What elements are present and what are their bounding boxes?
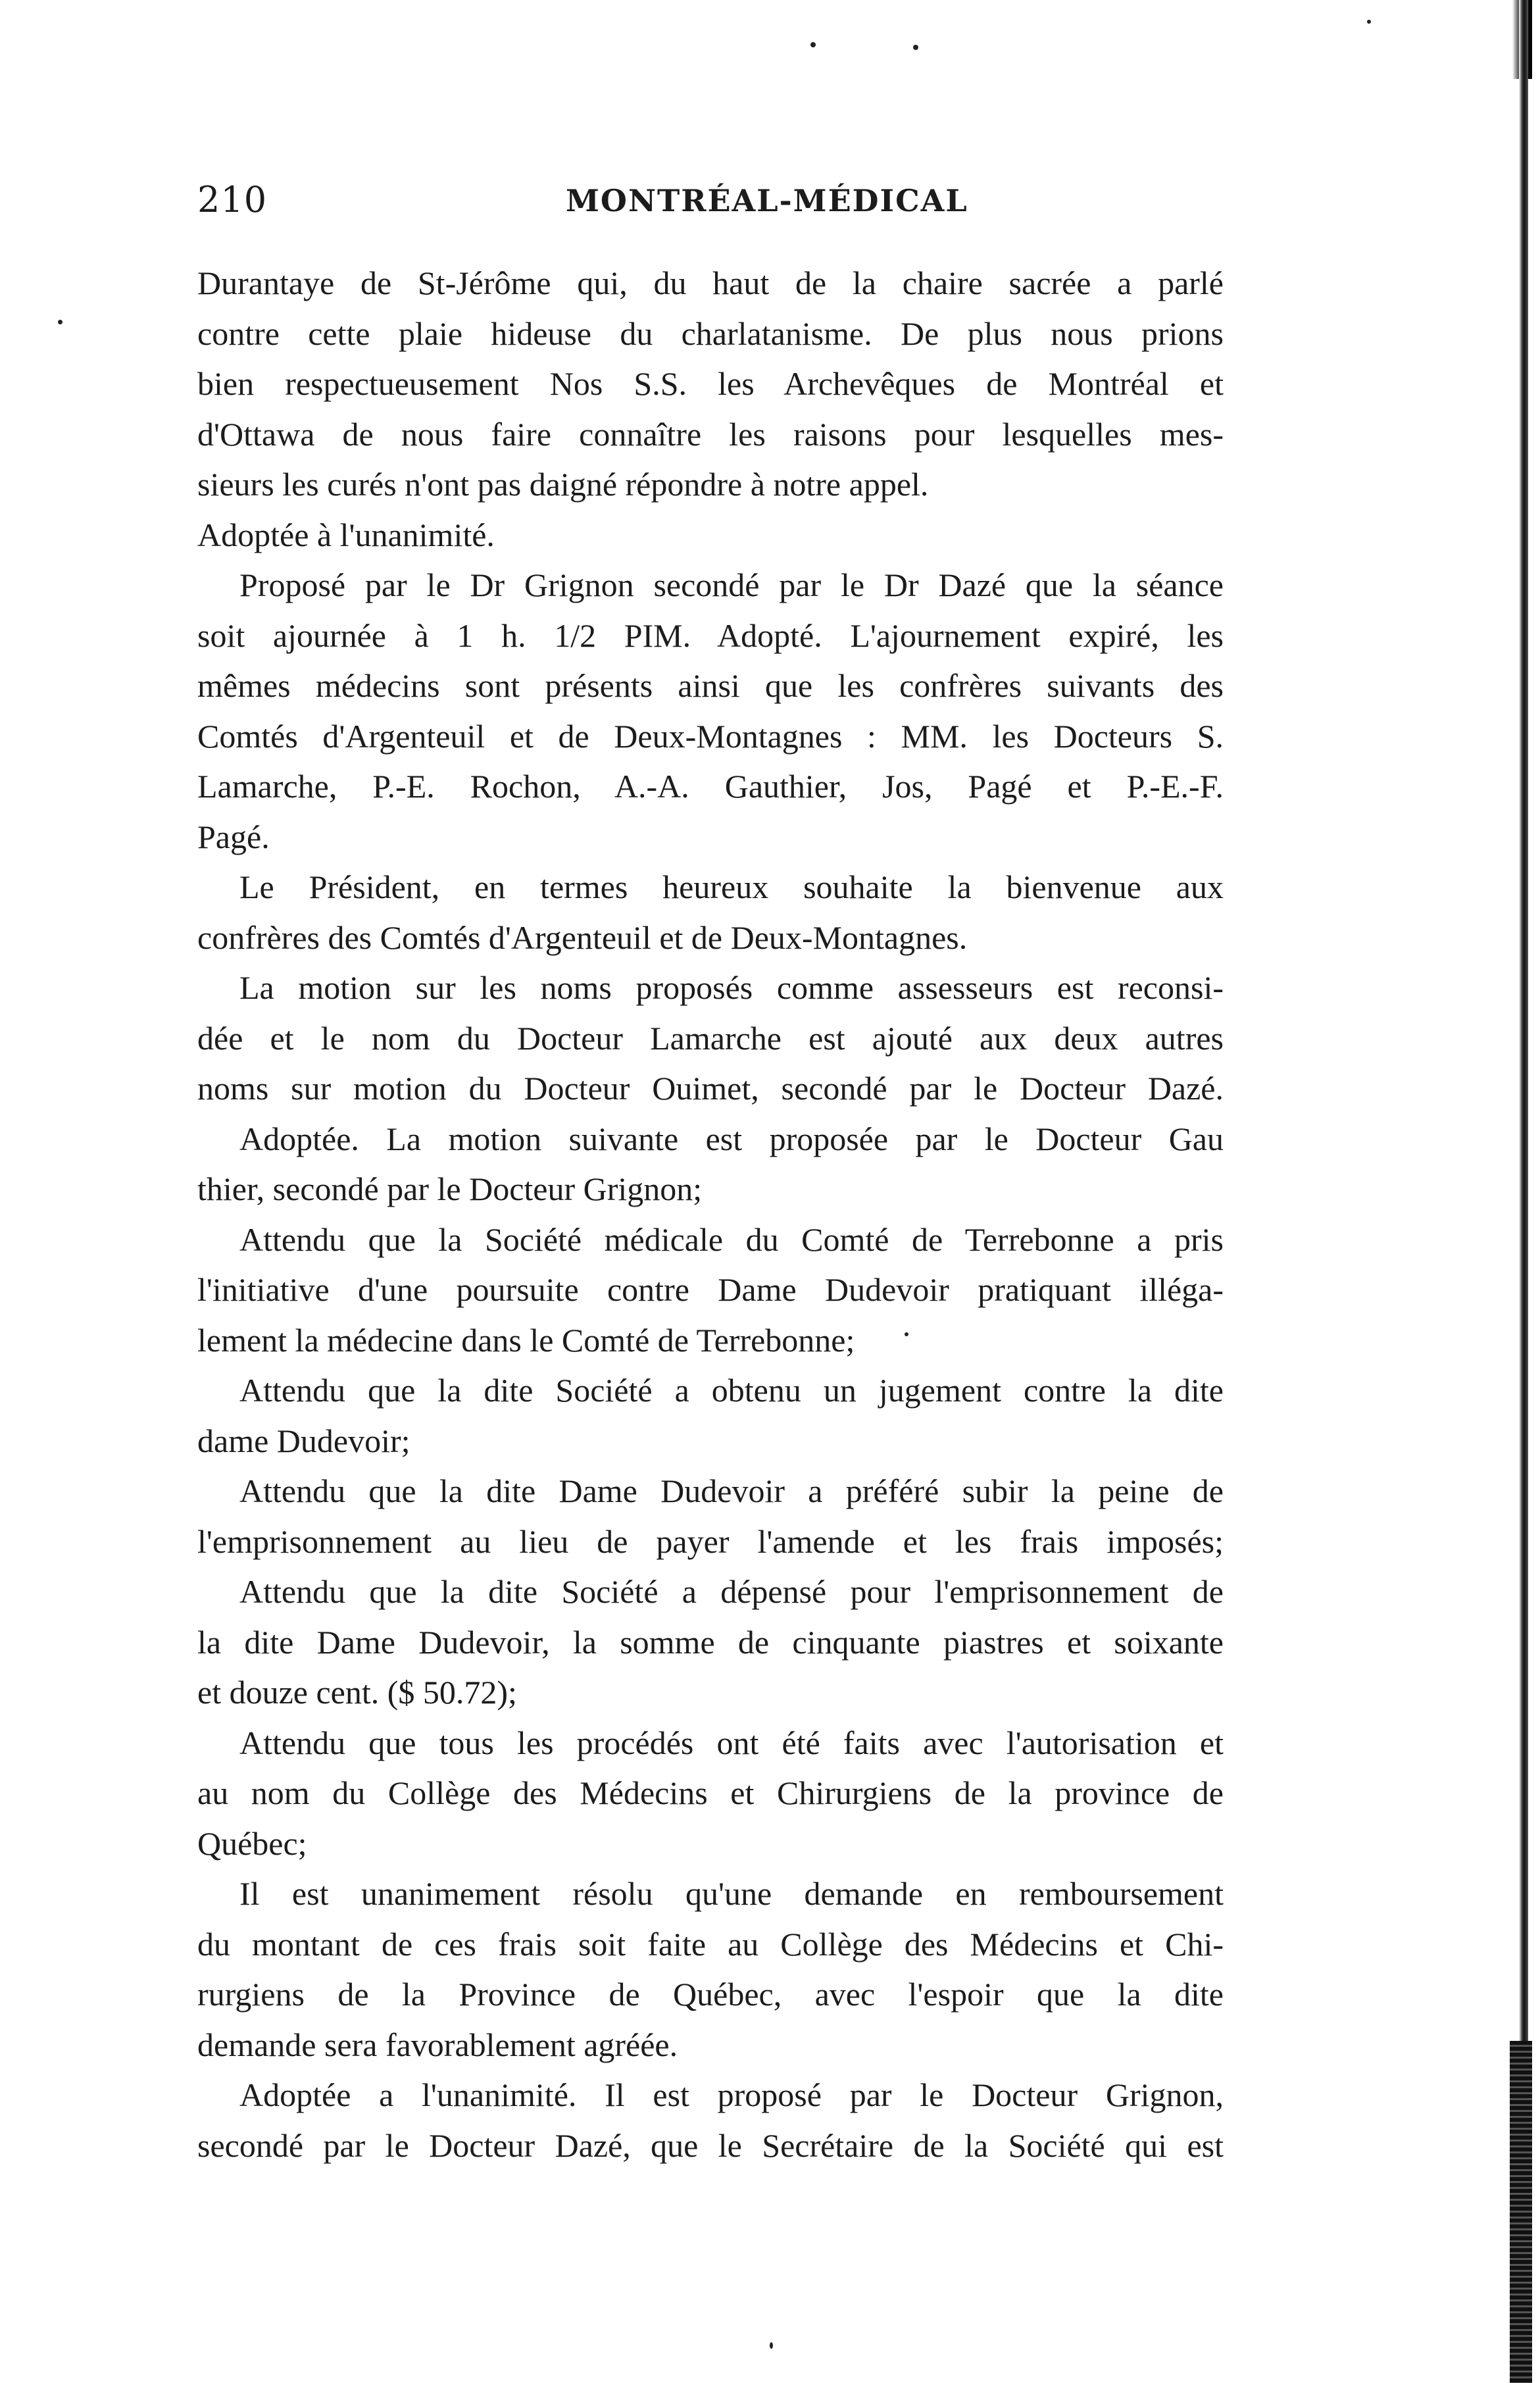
body-text bbox=[197, 258, 1224, 2170]
text-line: Adoptée. La motion suivante est proposée par le Docteur Gau bbox=[239, 1120, 1224, 1157]
text-line: dame Dudevoir; bbox=[197, 1422, 410, 1459]
page-number: 210 bbox=[197, 179, 268, 220]
text-line: et douze cent. ($ 50.72); bbox=[197, 1674, 517, 1711]
text-line: Adoptée à l'unanimité. bbox=[197, 516, 495, 553]
text-line: Durantaye de St-Jérôme qui, du haut de la chaire sacrée a parlé bbox=[197, 264, 1224, 301]
text-line: Lamarche, P.-E. Rochon, A.-A. Gauthier, Jos, Pagé et P.-E.-F. bbox=[197, 768, 1224, 805]
scan-speck bbox=[913, 45, 918, 50]
text-line: mêmes médecins sont présents ainsi que les confrères suivants des bbox=[197, 667, 1224, 704]
text-line: Attendu que la Société médicale du Comté de Terrebonne a pris bbox=[239, 1220, 1224, 1258]
text-line: contre cette plaie hideuse du charlatanisme. De plus nous prions bbox=[197, 314, 1224, 352]
scan-speck bbox=[1367, 20, 1371, 24]
text-line: au nom du Collège des Médecins et Chirurgiens de la province de bbox=[197, 1774, 1224, 1811]
text-line: Comtés d'Argenteuil et de Deux-Montagnes : MM. les Docteurs S. bbox=[197, 717, 1224, 755]
scan-speck bbox=[770, 2342, 773, 2349]
scan-speck bbox=[58, 320, 62, 324]
text-line: Québec; bbox=[197, 1824, 307, 1862]
text-line: l'initiative d'une poursuite contre Dame Dudevoir pratiquant illéga- bbox=[197, 1271, 1224, 1308]
text-line: thier, secondé par le Docteur Grignon; bbox=[197, 1170, 703, 1207]
text-line: rurgiens de la Province de Québec, avec l'espoir que la dite bbox=[197, 1976, 1224, 2013]
text-line: d'Ottawa de nous faire connaître les raisons pour lesquelles mes- bbox=[197, 415, 1224, 453]
text-line: du montant de ces frais soit faite au Collège des Médecins et Chi- bbox=[197, 1925, 1224, 1963]
text-line: l'emprisonnement au lieu de payer l'amende et les frais imposés; bbox=[197, 1522, 1224, 1560]
text-line: dée et le nom du Docteur Lamarche est ajouté aux deux autres bbox=[197, 1019, 1224, 1057]
text-line: soit ajournée à 1 h. 1/2 PIM. Adopté. L'ajournement expiré, les bbox=[197, 616, 1224, 654]
text-line: Adoptée a l'unanimité. Il est proposé par le Docteur Grignon, bbox=[239, 2076, 1224, 2113]
scan-speck bbox=[810, 42, 816, 47]
page-header bbox=[197, 179, 1224, 225]
text-line: secondé par le Docteur Dazé, que le Secrétaire de la Société qui est bbox=[197, 2126, 1224, 2164]
text-line: noms sur motion du Docteur Ouimet, secondé par le Docteur Dazé. bbox=[197, 1070, 1224, 1107]
text-line: Pagé. bbox=[197, 818, 270, 855]
text-line: La motion sur les noms proposés comme assesseurs est reconsi- bbox=[239, 969, 1224, 1006]
text-line: lement la médecine dans le Comté de Terrebonne; bbox=[197, 1321, 855, 1359]
text-line: Proposé par le Dr Grignon secondé par le Dr Dazé que la séance bbox=[239, 566, 1224, 603]
text-line: Attendu que la dite Société a obtenu un jugement contre la dite bbox=[239, 1372, 1224, 1409]
text-line: la dite Dame Dudevoir, la somme de cinquante piastres et soixante bbox=[197, 1623, 1224, 1661]
binding-edge-bottom bbox=[1510, 2041, 1532, 2383]
text-line: Attendu que la dite Société a dépensé pour l'emprisonnement de bbox=[239, 1573, 1224, 1610]
text-line: sieurs les curés n'ont pas daigné répondre à notre appel. bbox=[197, 466, 929, 503]
text-line: demande sera favorablement agréée. bbox=[197, 2026, 678, 2063]
text-line: confrères des Comtés d'Argenteuil et de Deux-Montagnes. bbox=[197, 918, 968, 956]
text-line: Attendu que la dite Dame Dudevoir a préféré subir la peine de bbox=[239, 1472, 1224, 1509]
text-line: Attendu que tous les procédés ont été faits avec l'autorisation et bbox=[239, 1724, 1224, 1761]
text-line: Le Président, en termes heureux souhaite la bienvenue aux bbox=[239, 868, 1224, 905]
text-line: Il est unanimement résolu qu'une demande en remboursement bbox=[239, 1875, 1224, 1912]
binding-edge bbox=[1519, 0, 1528, 2383]
running-title: MONTRÉAL-MÉDICAL bbox=[566, 183, 968, 218]
text-line: bien respectueusement Nos S.S. les Archevêques de Montréal et bbox=[197, 365, 1224, 402]
